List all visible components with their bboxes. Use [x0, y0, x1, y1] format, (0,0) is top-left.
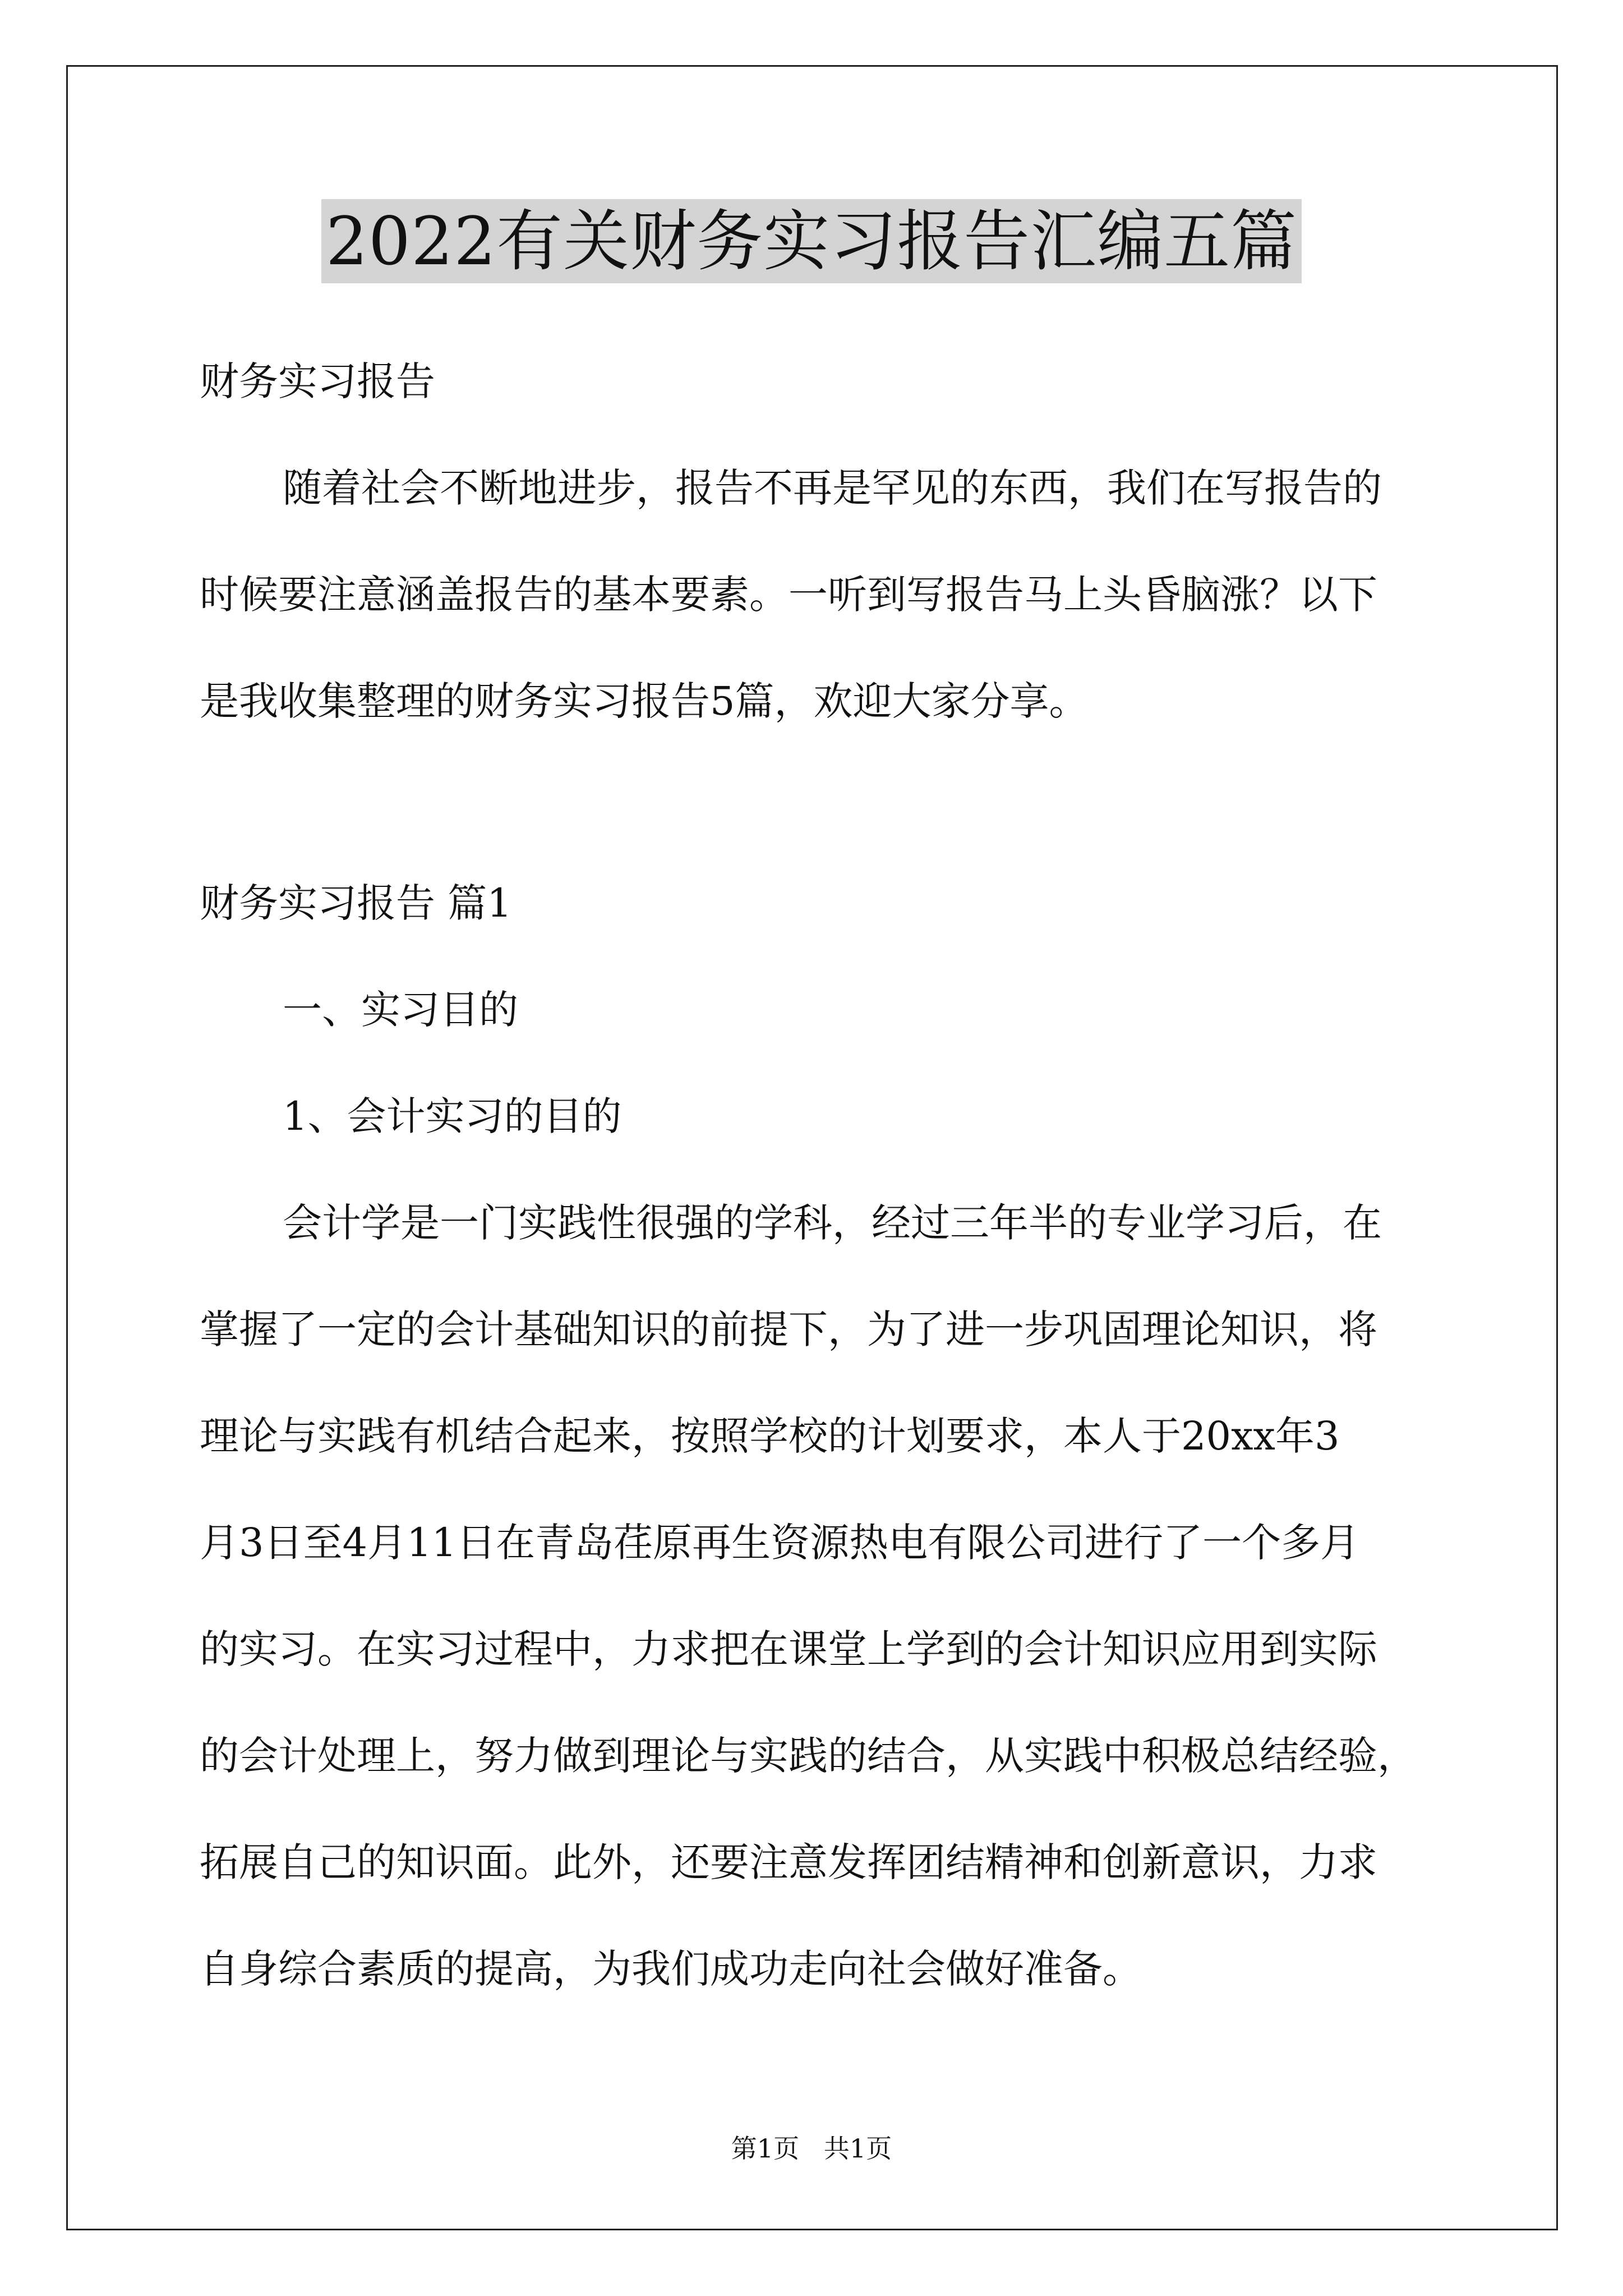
- page-footer: 第1页 共1页: [731, 2133, 892, 2164]
- part-heading: 财务实习报告 篇1: [200, 880, 512, 926]
- body-line: 拓展自己的知识面。此外，还要注意发挥团结精神和创新意识，力求: [200, 1839, 1377, 1885]
- body-line: 的实习。在实习过程中，力求把在课堂上学到的会计知识应用到实际: [200, 1626, 1377, 1672]
- intro-line: 时候要注意涵盖报告的基本要素。一听到写报告马上头昏脑涨？以下: [200, 572, 1377, 618]
- subheading-purpose: 一、实习目的: [283, 987, 518, 1033]
- title-container: [0, 199, 1623, 283]
- body-paragraph: [200, 1189, 1433, 2003]
- intro-line: 随着社会不断地进步，报告不再是罕见的东西，我们在写报告的: [283, 465, 1382, 511]
- document-body: [200, 348, 1433, 2003]
- body-line: 的会计处理上，努力做到理论与实践的结合，从实践中积极总结经验，: [200, 1733, 1417, 1779]
- section-heading: 财务实习报告: [200, 358, 435, 404]
- body-line: 会计学是一门实践性很强的学科，经过三年半的专业学习后，在: [283, 1200, 1382, 1246]
- body-line: 自身综合素质的提高，为我们成功走向社会做好准备。: [200, 1946, 1142, 1992]
- body-line: 理论与实践有机结合起来，按照学校的计划要求，本人于20xx年3: [200, 1413, 1340, 1459]
- body-line: 月3日至4月11日在青岛荏原再生资源热电有限公司进行了一个多月: [200, 1520, 1360, 1566]
- intro-paragraph: [200, 454, 1433, 735]
- intro-line: 是我收集整理的财务实习报告5篇，欢迎大家分享。: [200, 678, 1089, 724]
- subheading-accounting-purpose: 1、会计实习的目的: [283, 1093, 622, 1139]
- body-line: 掌握了一定的会计基础知识的前提下，为了进一步巩固理论知识，将: [200, 1306, 1377, 1352]
- document-title: 2022有关财务实习报告汇编五篇: [321, 199, 1302, 283]
